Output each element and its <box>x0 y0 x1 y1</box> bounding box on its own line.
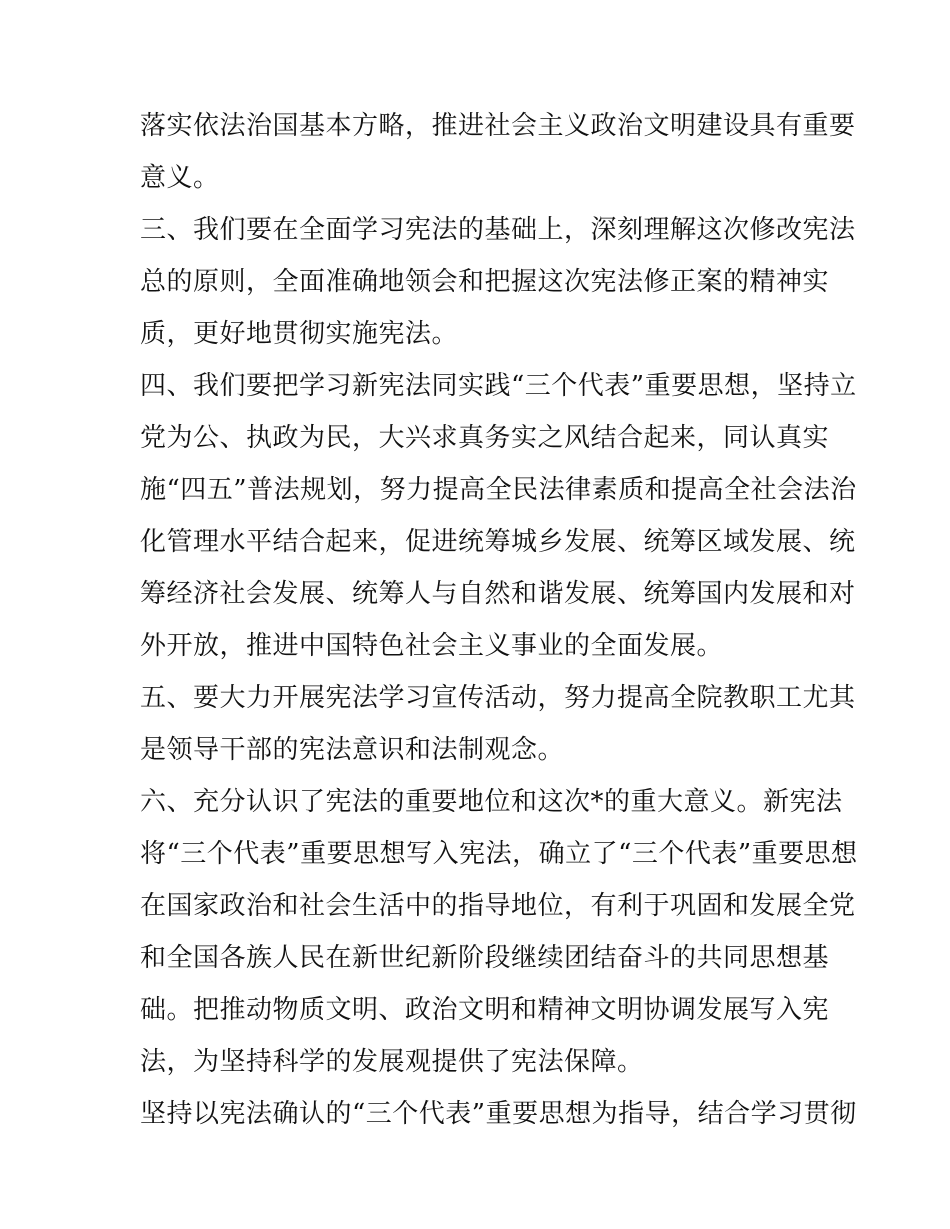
text-line: 筹经济社会发展、统筹人与自然和谐发展、统筹国内发展和对 <box>140 579 856 609</box>
text-line: 化管理水平结合起来，促进统筹城乡发展、统筹区域发展、统 <box>140 527 856 557</box>
text-line: 五、要大力开展宪法学习宣传活动，努力提高全院教职工尤其 <box>140 683 856 713</box>
text-line: 外开放，推进中国特色社会主义事业的全面发展。 <box>140 631 724 661</box>
document-body <box>140 100 858 1140</box>
text-line: 四、我们要把学习新宪法同实践“三个代表”重要思想，坚持立 <box>140 371 857 401</box>
text-line: 和全国各族人民在新世纪新阶段继续团结奋斗的共同思想基 <box>140 943 830 973</box>
text-line: 意义。 <box>140 163 220 193</box>
text-line: 坚持以宪法确认的“三个代表”重要思想为指导，结合学习贯彻 <box>140 1099 857 1129</box>
text-line: 法，为坚持科学的发展观提供了宪法保障。 <box>140 1047 644 1077</box>
text-line: 是领导干部的宪法意识和法制观念。 <box>140 735 565 765</box>
text-line: 六、充分认识了宪法的重要地位和这次*的重大意义。新宪法 <box>140 787 843 817</box>
text-line: 落实依法治国基本方略，推进社会主义政治文明建设具有重要 <box>140 111 856 141</box>
text-line: 三、我们要在全面学习宪法的基础上，深刻理解这次修改宪法 <box>140 215 856 245</box>
text-line: 在国家政治和社会生活中的指导地位，有利于巩固和发展全党 <box>140 891 856 921</box>
text-line: 施“四五”普法规划，努力提高全民法律素质和提高全社会法治 <box>140 475 857 505</box>
text-line: 总的原则，全面准确地领会和把握这次宪法修正案的精神实 <box>140 267 830 297</box>
text-line: 将“三个代表”重要思想写入宪法，确立了“三个代表”重要思想 <box>140 839 858 869</box>
text-line: 质，更好地贯彻实施宪法。 <box>140 319 459 349</box>
text-line: 党为公、执政为民，大兴求真务实之风结合起来，同认真实 <box>140 423 830 453</box>
text-line: 础。把推动物质文明、政治文明和精神文明协调发展写入宪 <box>140 995 830 1025</box>
